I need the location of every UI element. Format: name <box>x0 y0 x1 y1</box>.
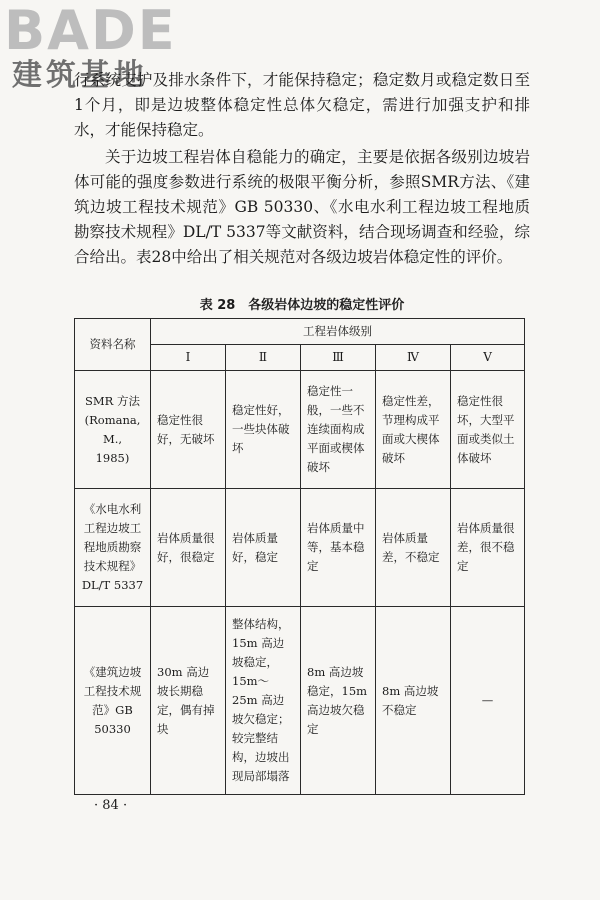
table-title: 表 28 各级岩体边坡的稳定性评价 <box>199 298 405 313</box>
cell-smr-4: 稳定性差，节理构成平面或大楔体破坏 <box>376 371 451 489</box>
source-gb50330: 《建筑边坡工程技术规范》GB 50330 <box>75 607 151 795</box>
table-row-gb50330 <box>75 607 525 795</box>
stability-table <box>74 318 525 795</box>
cell-gb-1: 30m 高边坡长期稳定，偶有掉块 <box>151 607 226 795</box>
cell-dlt-2: 岩体质量好，稳定 <box>226 489 301 607</box>
cell-smr-5: 稳定性很坏，大型平面或类似土体破坏 <box>451 371 525 489</box>
header-rock-grade: 工程岩体级别 <box>151 319 525 345</box>
cell-gb-3: 8m 高边坡稳定，15m 高边坡欠稳定 <box>301 607 376 795</box>
cell-dlt-3: 岩体质量中等，基本稳定 <box>301 489 376 607</box>
table-row-dlt5337 <box>75 489 525 607</box>
cell-dlt-1: 岩体质量很好，很稳定 <box>151 489 226 607</box>
cell-smr-1: 稳定性很好，无破坏 <box>151 371 226 489</box>
header-source-name: 资料名称 <box>75 319 151 371</box>
table-row-smr <box>75 371 525 489</box>
cell-gb-2: 整体结构，15m 高边坡稳定，15m～25m 高边坡欠稳定；较完整结构，边坡出现局部塌落 <box>226 607 301 795</box>
header-level-5: Ⅴ <box>451 345 525 371</box>
page-number: · 84 · <box>94 798 128 813</box>
logo-sub-text: 建筑基地 <box>12 58 148 93</box>
header-level-2: Ⅱ <box>226 345 301 371</box>
source-dlt5337: 《水电水利工程边坡工程地质勘察技术规程》DL/T 5337 <box>75 489 151 607</box>
cell-gb-4: 8m 高边坡不稳定 <box>376 607 451 795</box>
cell-smr-2: 稳定性好，一些块体破坏 <box>226 371 301 489</box>
source-smr: SMR 方法 (Romana, M., 1985) <box>75 371 151 489</box>
paragraph-stability-method: 关于边坡工程岩体自稳能力的确定，主要是依据各级别边坡岩体可能的强度参数进行系统的极限平衡分析，参照SMR方法、《建筑边坡工程技术规范》GB 50330、《水电水利工程边坡工程地质勘察技术规程》DL/T 5337等文献资料，结合现场调查和经验，综合给出。表28中给出了相关规范对各级边坡岩体稳定性的评价。 <box>74 148 530 266</box>
cell-gb-5: — <box>451 607 525 795</box>
cell-smr-3: 稳定性一般，一些不连续面构成平面或楔体破坏 <box>301 371 376 489</box>
header-level-3: Ⅲ <box>301 345 376 371</box>
cell-dlt-4: 岩体质量差，不稳定 <box>376 489 451 607</box>
header-level-4: Ⅳ <box>376 345 451 371</box>
logo-main-text: BADE <box>4 0 177 62</box>
paragraph-continued: 行系统支护及排水条件下，才能保持稳定；稳定数月或稳定数日至1个月，即是边坡整体稳定性总体欠稳定，需进行加强支护和排水，才能保持稳定。 <box>74 71 530 139</box>
cell-dlt-5: 岩体质量很差，很不稳定 <box>451 489 525 607</box>
header-level-1: Ⅰ <box>151 345 226 371</box>
